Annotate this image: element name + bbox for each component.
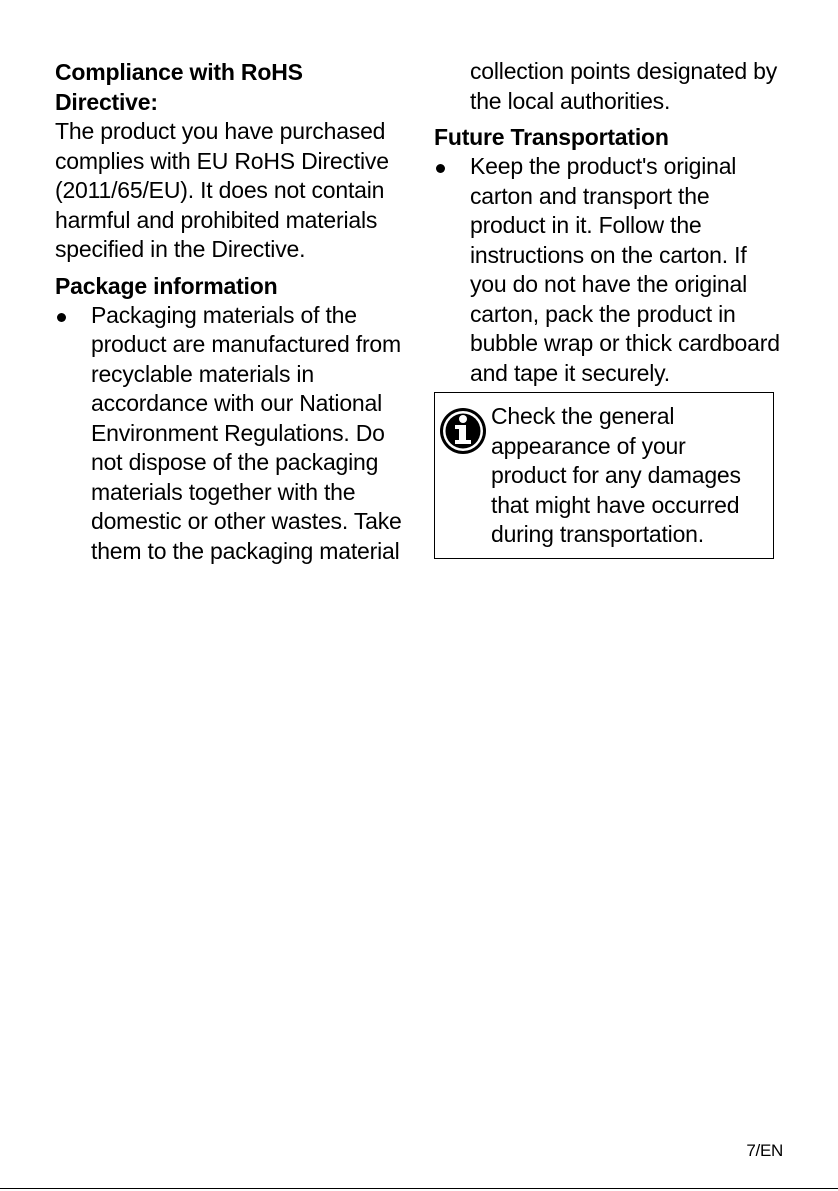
info-icon xyxy=(438,398,488,458)
transport-heading: Future Transportation xyxy=(434,124,669,150)
rohs-section xyxy=(55,57,405,265)
page-number: 7/EN xyxy=(746,1141,783,1160)
left-column xyxy=(55,57,405,566)
right-column xyxy=(434,57,786,559)
transport-bullet-text: Keep the product's original carton and transport the product in it. Follow the instructions on the carton. If you do not have the original carton, pack the product in bubble wrap or thick cardboard and tape it securely. xyxy=(470,153,780,386)
list-item xyxy=(434,152,786,388)
info-box xyxy=(434,392,774,559)
bottom-rule xyxy=(0,1188,838,1189)
transport-section xyxy=(434,122,786,388)
list-item xyxy=(55,301,405,567)
bullet-icon xyxy=(436,164,445,173)
package-section xyxy=(55,271,405,567)
transport-bullet-list xyxy=(434,152,786,388)
bullet-icon xyxy=(57,313,66,322)
package-heading: Package information xyxy=(55,272,278,299)
rohs-text: The product you have purchased complies with EU RoHS Directive (2011/65/EU). It does not contain harmful and prohibited materials specified in the Directive. xyxy=(55,118,389,262)
info-text: Check the general appearance of your product for any damages that might have occurred during transportation. xyxy=(491,403,741,547)
package-bullet-text: Packaging materials of the product are manufactured from recyclable materials in accordance with our National Environment Regulations. Do not dispose of the packaging materials together with the domestic or other wastes. Take them to the packaging material xyxy=(91,301,402,564)
package-bullet-continuation: collection points designated by the local authorities. xyxy=(470,58,778,114)
package-bullet-list xyxy=(55,301,405,567)
rohs-heading: Compliance with RoHS Directive: xyxy=(55,59,303,115)
